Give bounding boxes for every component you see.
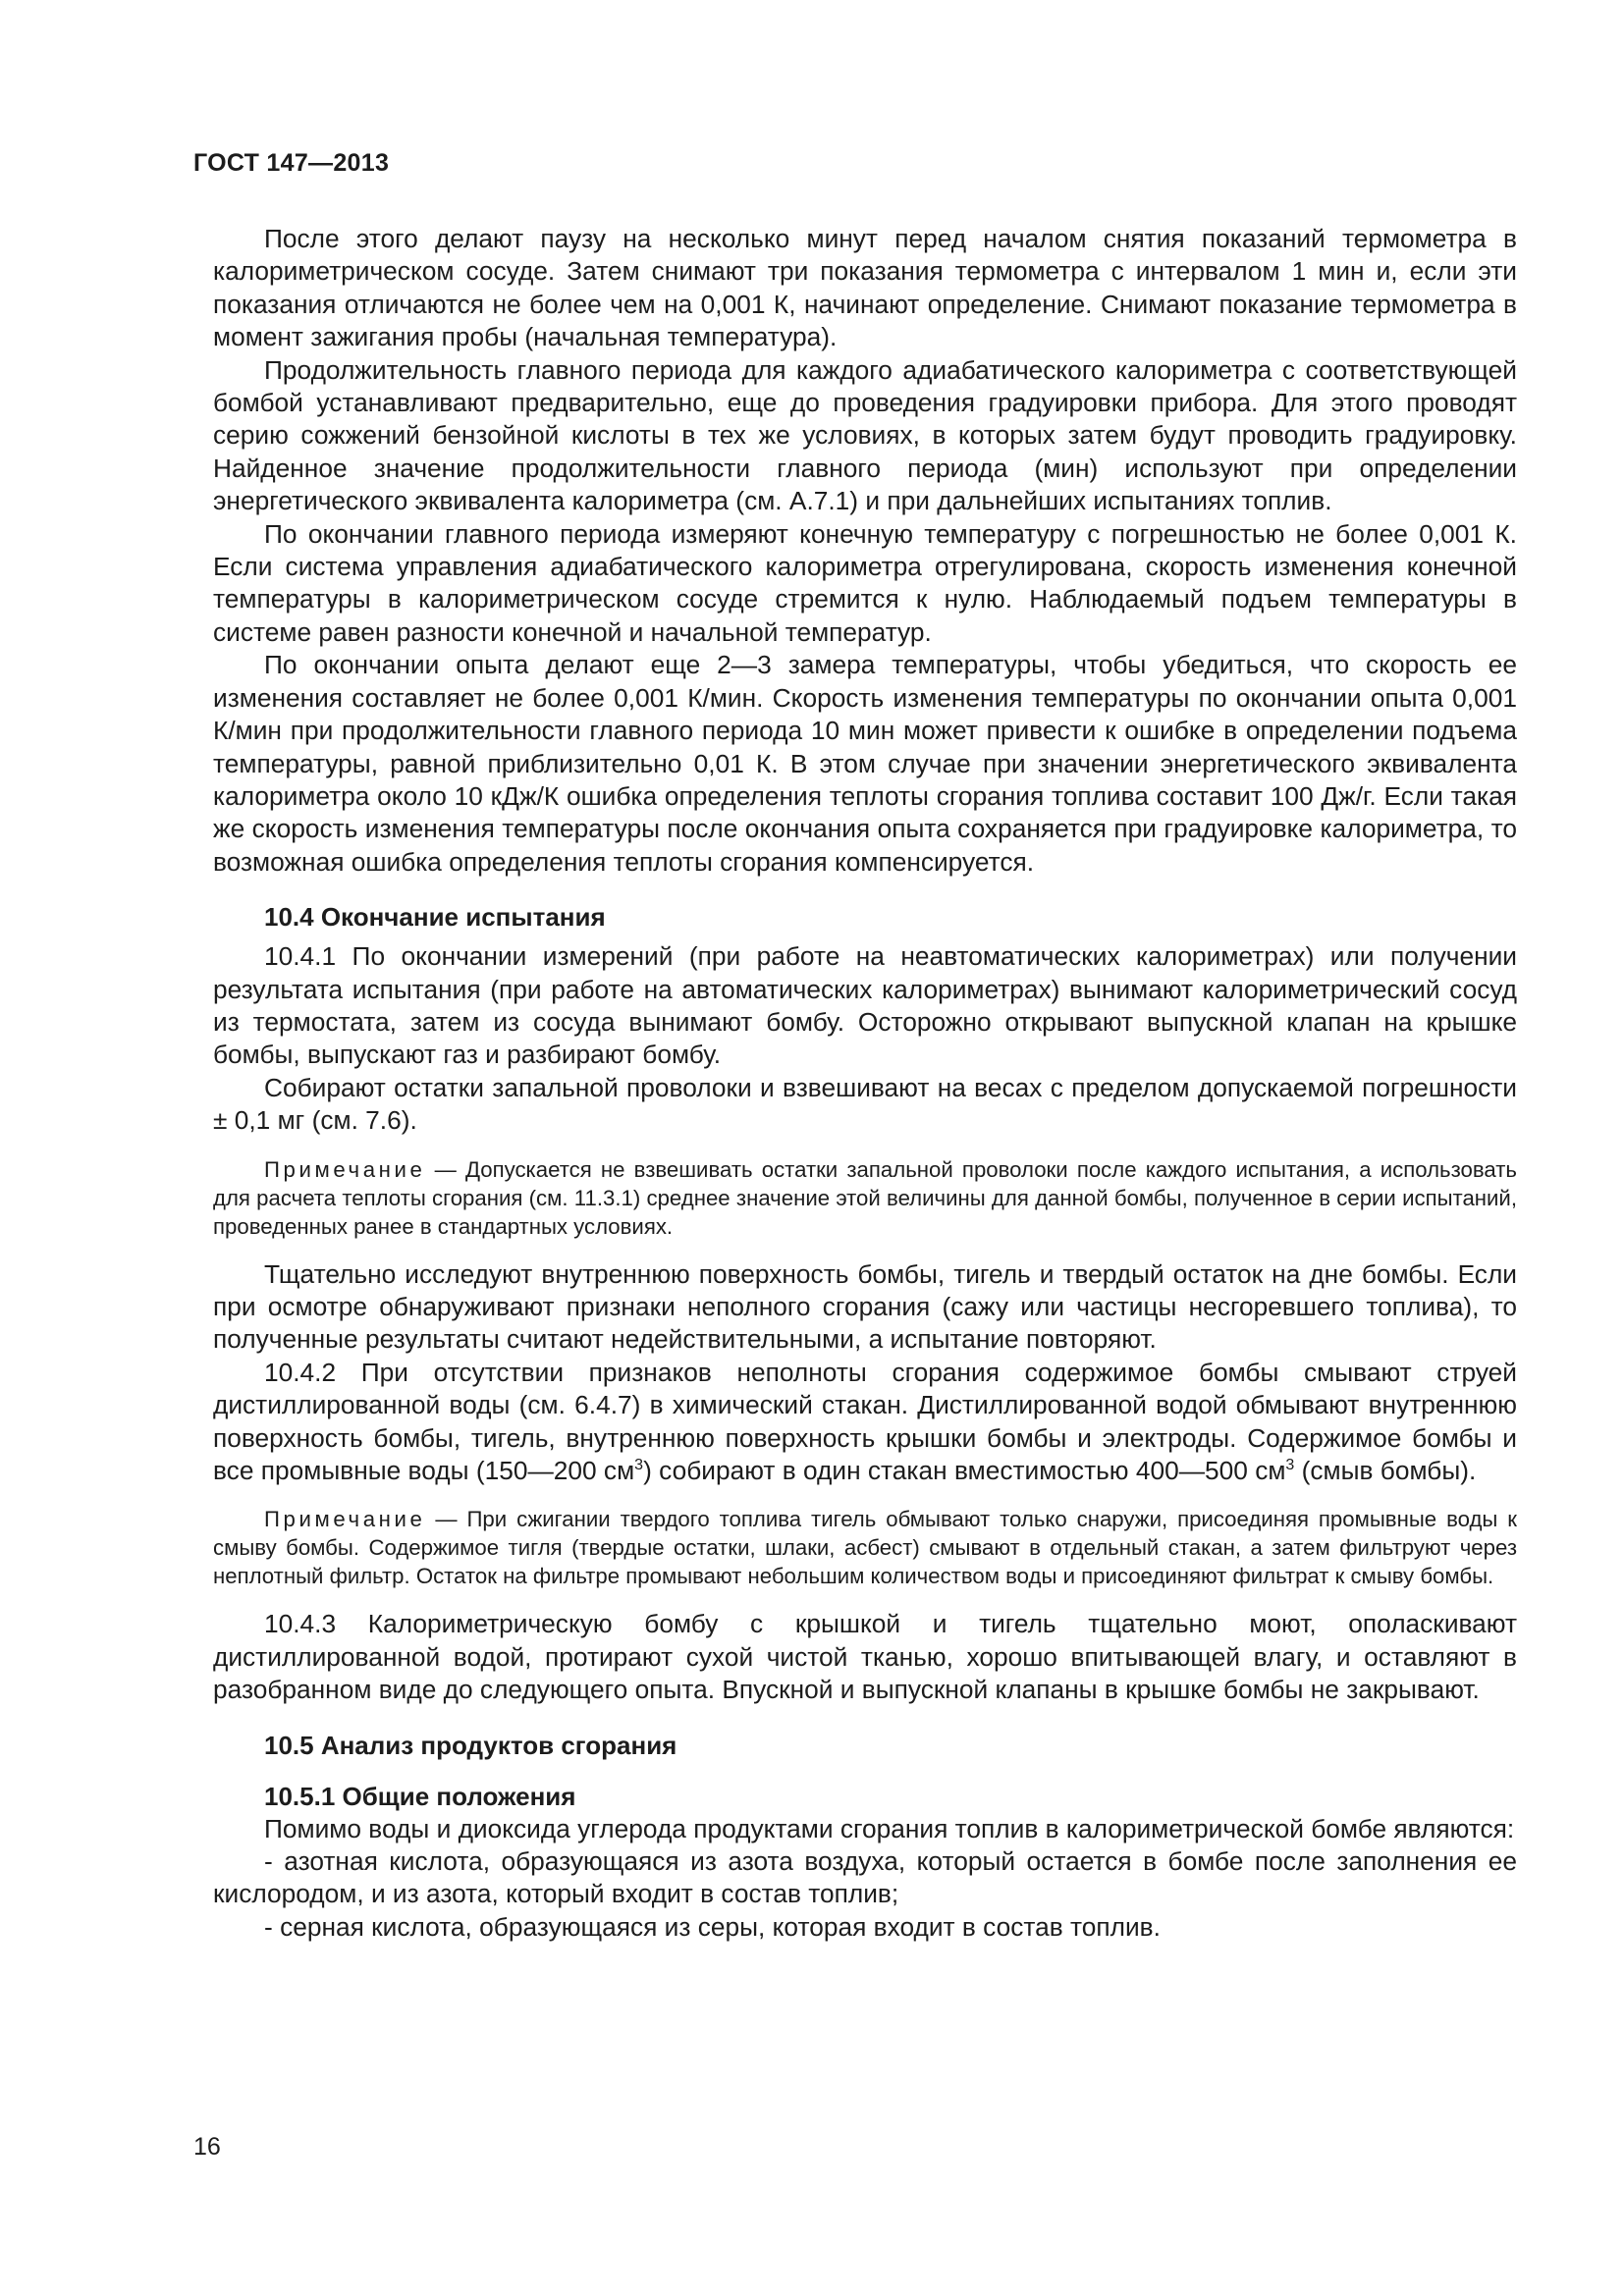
subsection-heading-10-5-1: 10.5.1 Общие положения bbox=[264, 1781, 576, 1811]
superscript: 3 bbox=[634, 1457, 644, 1473]
paragraph: Собирают остатки запальной проволоки и взвешивают на весах с пределом допускаемой погрешности ± 0,1 мг (см. 7.6). bbox=[213, 1072, 1517, 1136]
paragraph: После этого делают паузу на несколько минут перед началом снятия показаний термометра в калориметрическом сосуде. Затем снимают три показания термометра с интервалом 1 мин и, если эти показания отличаются не более чем на 0,001 К, начинают определение. Снимают показание термометра в момент зажигания пробы (начальная температура). bbox=[213, 224, 1517, 352]
page-body bbox=[213, 223, 1517, 1944]
section-heading-10-5: 10.5 Анализ продуктов сгорания bbox=[264, 1730, 677, 1760]
section-heading-10-4: 10.4 Окончание испытания bbox=[264, 902, 606, 933]
list-item: - серная кислота, образующаяся из серы, которая входит в состав топлив. bbox=[264, 1911, 1161, 1942]
superscript: 3 bbox=[1285, 1457, 1295, 1473]
paragraph: По окончании опыта делают еще 2—3 замера температуры, чтобы убедиться, что скорость ее изменения составляет не более 0,001 К/мин. Скорость изменения температуры по окончании опыта 0,001 К/мин при продолжительности главного периода 10 мин может привести к ошибке в определении подъема температуры, равной приблизительно 0,01 К. В этом случае при значении энергетического эквивалента калориметра около 10 кДж/К ошибка определения теплоты сгорания топлива составит 100 Дж/г. Если такая же скорость изменения температуры после окончания опыта сохраняется при градуировке калориметра, то возможная ошибка определения теплоты сгорания компенсируется. bbox=[213, 650, 1517, 877]
note-label: Примечание bbox=[264, 1156, 426, 1182]
text-run: (смыв бомбы). bbox=[1294, 1456, 1477, 1485]
paragraph: Помимо воды и диоксида углерода продуктами сгорания топлив в калориметрической бомбе являются: bbox=[264, 1813, 1515, 1843]
page-number: 16 bbox=[193, 2133, 221, 2161]
paragraph-10-4-3: 10.4.3 Калориметрическую бомбу с крышкой и тигель тщательно моют, ополаскивают дистиллированной водой, протирают сухой чистой тканью, хорошо впитывающей влагу, и оставляют в разобранном виде до следующего опыта. Впускной и выпускной клапаны в крышке бомбы не закрывают. bbox=[213, 1609, 1517, 1705]
list-item: - азотная кислота, образующаяся из азота воздуха, который остается в бомбе после заполнения ее кислородом, и из азота, который входит в состав топлив; bbox=[213, 1846, 1517, 1909]
paragraph: Тщательно исследуют внутреннюю поверхность бомбы, тигель и твердый остаток на дне бомбы. Если при осмотре обнаруживают признаки неполного сгорания (сажу или частицы несгоревшего топлива), то полученные результаты считают недействительными, а испытание повторяют. bbox=[213, 1258, 1517, 1355]
paragraph: По окончании главного периода измеряют конечную температуру с погрешностью не более 0,001 К. Если система управления адиабатического калориметра отрегулирована, скорость изменения конечной температуры в калориметрическом сосуде стремится к нулю. Наблюдаемый подъем температуры в системе равен разности конечной и начальной температур. bbox=[213, 518, 1517, 647]
note-label: Примечание bbox=[264, 1507, 426, 1532]
paragraph-10-4-1: 10.4.1 По окончании измерений (при работе на неавтоматических калориметрах) или получении результата испытания (при работе на автоматических калориметрах) вынимают калориметрический сосуд из термостата, затем из сосуда вынимают бомбу. Осторожно открывают выпускной клапан на крышке бомбы, выпускают газ и разбирают бомбу. bbox=[213, 941, 1517, 1070]
note-1 bbox=[213, 1155, 1517, 1241]
paragraph-10-4-2 bbox=[213, 1357, 1517, 1488]
document-code-header: ГОСТ 147—2013 bbox=[193, 149, 390, 177]
note-text: — Допускается не взвешивать остатки запальной проволоки после каждого испытания, а использовать для расчета теплоты сгорания (см. 11.3.1) среднее значение этой величины для данной бомбы, полученное в серии испытаний, проведенных ранее в стандартных условиях. bbox=[213, 1156, 1517, 1239]
note-text: — При сжигании твердого топлива тигель обмывают только снаружи, присоединяя промывные воды к смыву бомбы. Содержимое тигля (твердые остатки, шлаки, асбест) смывают в отдельный стакан, а затем фильтруют через неплотный фильтр. Остаток на фильтре промывают небольшим количеством воды и присоединяют фильтрат к смыву бомбы. bbox=[213, 1507, 1517, 1589]
text-run: ) собирают в один стакан вместимостью 400—500 см bbox=[643, 1456, 1286, 1485]
paragraph: Продолжительность главного периода для каждого адиабатического калориметра с соответствующей бомбой устанавливают предварительно, еще до проведения градуировки прибора. Для этого проводят серию сожжений бензойной кислоты в тех же условиях, в которых затем будут проводить градуировку. Найденное значение продолжительности главного периода (мин) используют при определении энергетического эквивалента калориметра (см. А.7.1) и при дальнейших испытаниях топлив. bbox=[213, 354, 1517, 516]
note-2 bbox=[213, 1505, 1517, 1590]
text-run: 10.4.2 При отсутствии признаков неполноты сгорания содержимое бомбы смывают струей дистиллированной воды (см. 6.4.7) в химический стакан. Дистиллированной водой обмывают внутреннюю поверхность бомбы, тигель, внутреннюю поверхность крышки бомбы и электроды. Содержимое бомбы и все промывные воды (150—200 см bbox=[213, 1357, 1517, 1485]
